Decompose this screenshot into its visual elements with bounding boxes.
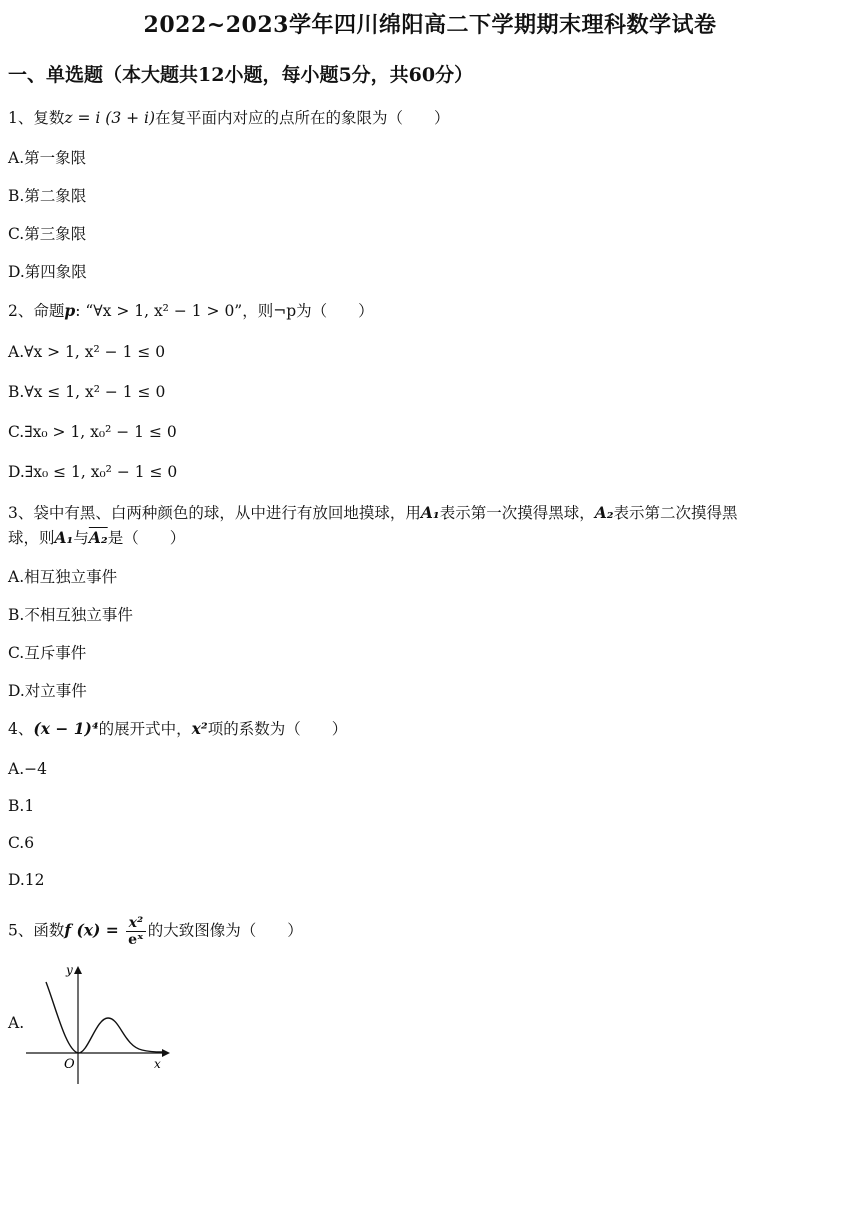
question-4 — [8, 717, 347, 741]
q3-a1: A₁ — [420, 503, 440, 522]
q5-fraction — [126, 915, 146, 948]
function-curve — [46, 982, 162, 1053]
q4-text-2: 项的系数为（ ） — [207, 720, 348, 738]
q2-p: p — [64, 301, 76, 320]
q2-quote: : “∀x > 1, x² − 1 > 0”，则¬p为（ ） — [75, 302, 374, 320]
q2-option-d: D.∃x₀ ≤ 1, x₀² − 1 ≤ 0 — [8, 463, 178, 481]
q2-option-a: A.∀x > 1, x² − 1 ≤ 0 — [8, 343, 166, 361]
q3-text-5: 与 — [73, 529, 89, 547]
q2-prefix: 2、命题 — [8, 302, 65, 320]
q5-prefix: 5、函数 — [8, 921, 65, 940]
q1-option-c: C.第三象限 — [8, 225, 87, 243]
q1-prefix: 1、复数 — [8, 109, 65, 127]
question-1 — [8, 106, 450, 130]
q1-suffix: 在复平面内对应的点所在的象限为（ ） — [155, 109, 450, 127]
q3-a1-again: A₁ — [54, 528, 74, 547]
question-2 — [8, 299, 374, 323]
q5-option-a-label: A. — [8, 1014, 25, 1032]
paper-title: 2022~2023学年四川绵阳高二下学期期末理科数学试卷 — [143, 12, 717, 38]
q3-text-4: 球，则 — [8, 529, 55, 547]
q4-number: 4、 — [8, 720, 34, 738]
q4-expr: (x − 1)⁴ — [33, 719, 99, 738]
y-axis-label: y — [66, 963, 73, 977]
question-3-line-2 — [8, 526, 185, 550]
q1-math: z = i (3 + i) — [64, 109, 156, 127]
q3-text-6: 是（ ） — [107, 529, 186, 547]
q3-text-1: 3、袋中有黑、白两种颜色的球，从中进行有放回地摸球，用 — [8, 504, 421, 522]
q4-option-b: B.1 — [8, 797, 35, 815]
q5-numerator: x² — [126, 915, 146, 932]
question-5 — [8, 915, 303, 948]
q5-denominator: eˣ — [128, 932, 144, 948]
q2-option-c: C.∃x₀ > 1, x₀² − 1 ≤ 0 — [8, 423, 177, 441]
q4-option-d: D.12 — [8, 871, 45, 889]
q3-a2-complement: A₂ — [88, 528, 108, 547]
y-axis-arrow — [74, 966, 82, 974]
q5-suffix: 的大致图像为（ ） — [147, 921, 303, 940]
q3-text-2: 表示第一次摸得黑球， — [439, 504, 595, 522]
q5-option-a-graph — [22, 960, 172, 1090]
x-axis-label: x — [154, 1057, 161, 1071]
question-3-line-1 — [8, 501, 738, 525]
x-axis-arrow — [162, 1049, 170, 1057]
q3-option-a: A.相互独立事件 — [8, 568, 118, 586]
q1-option-b: B.第二象限 — [8, 187, 87, 205]
section-heading: 一、单选题（本大题共12小题，每小题5分，共60分） — [8, 64, 474, 86]
q3-text-3: 表示第二次摸得黑 — [613, 504, 738, 522]
q4-term: x² — [191, 719, 208, 738]
q5-fx: f (x) = — [64, 920, 125, 940]
q1-option-a: A.第一象限 — [8, 149, 87, 167]
q3-a2: A₂ — [594, 503, 614, 522]
q4-text-1: 的展开式中， — [98, 720, 192, 738]
q2-option-b: B.∀x ≤ 1, x² − 1 ≤ 0 — [8, 383, 166, 401]
q4-option-c: C.6 — [8, 834, 35, 852]
q3-option-c: C.互斥事件 — [8, 644, 87, 662]
q3-option-d: D.对立事件 — [8, 682, 87, 700]
q3-option-b: B.不相互独立事件 — [8, 606, 133, 624]
origin-label: O — [64, 1057, 75, 1072]
q1-option-d: D.第四象限 — [8, 263, 87, 281]
q4-option-a: A.−4 — [8, 760, 47, 778]
